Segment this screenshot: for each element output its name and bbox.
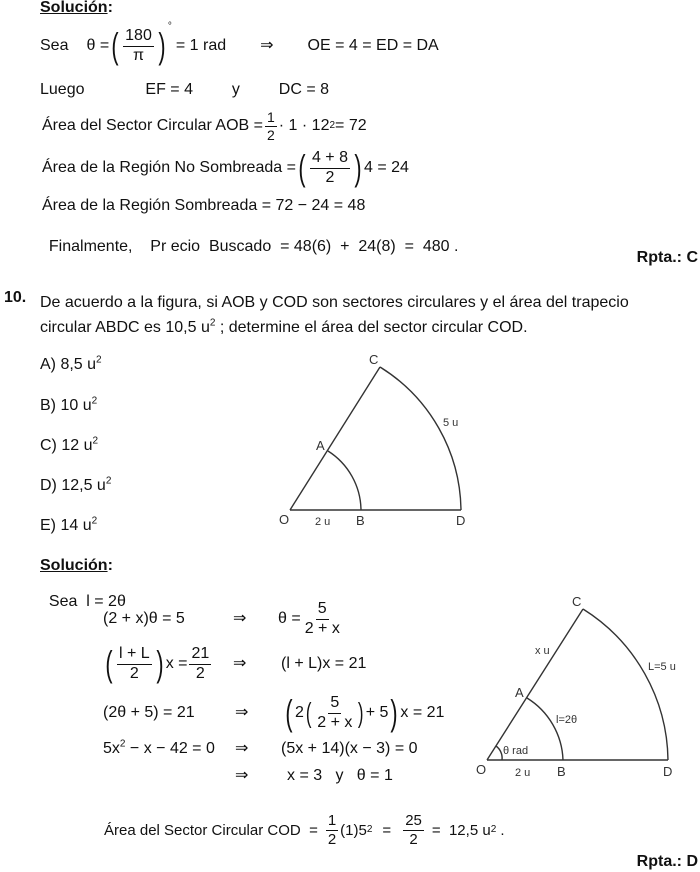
equation-sombreada: Área de la Región Sombreada = 72 − 24 = 48 xyxy=(42,197,366,214)
option-c[interactable]: C) 12 $u^2$ xyxy=(40,435,99,454)
option-b[interactable]: B) 10 $u^2$ xyxy=(40,395,98,414)
option-d[interactable]: D) 12,5 $u^2$ xyxy=(40,475,112,494)
svg-text:x u: x u xyxy=(535,645,550,657)
svg-text:C: C xyxy=(369,352,379,367)
solution-heading: Solución: xyxy=(40,0,113,16)
svg-text:O: O xyxy=(279,512,290,527)
sector-figure-2 xyxy=(460,590,700,785)
arc-ab-2 xyxy=(527,698,563,760)
equation-precio: Finalmente, Pr ecio Buscado = 48(6) + 24(8) = 480 . xyxy=(48,238,459,255)
option-e[interactable]: E) 14 $u^2$ xyxy=(40,515,98,534)
svg-text:D: D xyxy=(663,764,673,779)
equation-sector-cod: Área del Sector Circular COD = $\frac{1}{2}$ (1)5 2 = $\frac{25}{2}$ = 12,5 u 2 . xyxy=(104,811,505,848)
equation-theta: Sea θ = ( $\frac{180}{\pi}$ ) ° = 1 rad ⇒ OE = 4 = ED = DA xyxy=(40,21,439,66)
problem-number: 10. xyxy=(4,289,27,306)
svg-text:θ rad: θ rad xyxy=(503,745,529,757)
svg-text:D: D xyxy=(456,513,466,528)
implies-arrow: ⇒ xyxy=(260,37,274,54)
problem-statement: De acuerdo a la figura, si AOB y COD son sectores circulares y el área del trapecio circular ABDC es 10,5 $u^2$ ; determine el área del sector circular COD. xyxy=(40,294,629,336)
equation-row-1: (2 + x)θ = 5 ⇒ θ = $\frac{5}{2 + x}$ xyxy=(103,599,340,637)
svg-text:C: C xyxy=(572,594,582,609)
svg-text:B: B xyxy=(557,764,566,779)
fraction-180-pi: $\frac{180}{\pi}$ xyxy=(125,26,152,64)
arc-cd-2 xyxy=(583,609,668,760)
svg-text:A: A xyxy=(316,438,325,453)
answer-9: Rpta.: C xyxy=(636,249,698,266)
equation-no-sombreada: Área de la Región No Sombreada = ( $\frac{4 + 8}{2}$ ) 4 = 24 xyxy=(42,147,409,188)
svg-text:5 u: 5 u xyxy=(443,417,459,429)
equation-luego: Luego EF = 4 y DC = 8 xyxy=(40,81,330,98)
arc-ab xyxy=(328,451,361,510)
svg-text:B: B xyxy=(356,513,365,528)
equation-row-4: $5x^2 - x - 42 = 0$ ⇒ (5x + 14)(x − 3) = 0 xyxy=(103,738,418,757)
answer-10: Rpta.: D xyxy=(636,853,698,870)
svg-text:2 u: 2 u xyxy=(515,767,531,779)
option-a[interactable]: A) 8,5 $u^2$ xyxy=(40,354,102,373)
solution-heading-2: Solución: xyxy=(40,557,113,574)
line-oc xyxy=(290,367,380,510)
svg-text:l=2θ: l=2θ xyxy=(556,714,578,726)
equation-sector-aob: Área del Sector Circular AOB = $\frac{1}{2}$ · 1 · 12 2 = 72 xyxy=(42,108,367,143)
equation-row-2: ( $\frac{l + L}{2}$ ) x = $\frac{21}{2}$ ⇒ (l + L)x = 21 xyxy=(105,643,367,684)
arc-cd xyxy=(380,367,461,510)
equation-row-5: ⇒ x = 3 y θ = 1 xyxy=(235,767,393,784)
equation-row-3: (2θ + 5) = 21 ⇒ ( 2 ( $\frac{5}{2 + x}$ ) + 5 ) x = 21 xyxy=(103,692,445,733)
line-oc-2 xyxy=(487,609,583,760)
equation-sea-l: Sea l = 2θ xyxy=(48,593,126,610)
svg-text:L=5 u: L=5 u xyxy=(648,661,676,673)
svg-text:O: O xyxy=(476,762,487,777)
angle-theta-arc xyxy=(496,746,502,760)
sector-figure-1 xyxy=(270,345,480,540)
svg-text:2 u: 2 u xyxy=(315,516,331,528)
svg-text:A: A xyxy=(515,685,524,700)
